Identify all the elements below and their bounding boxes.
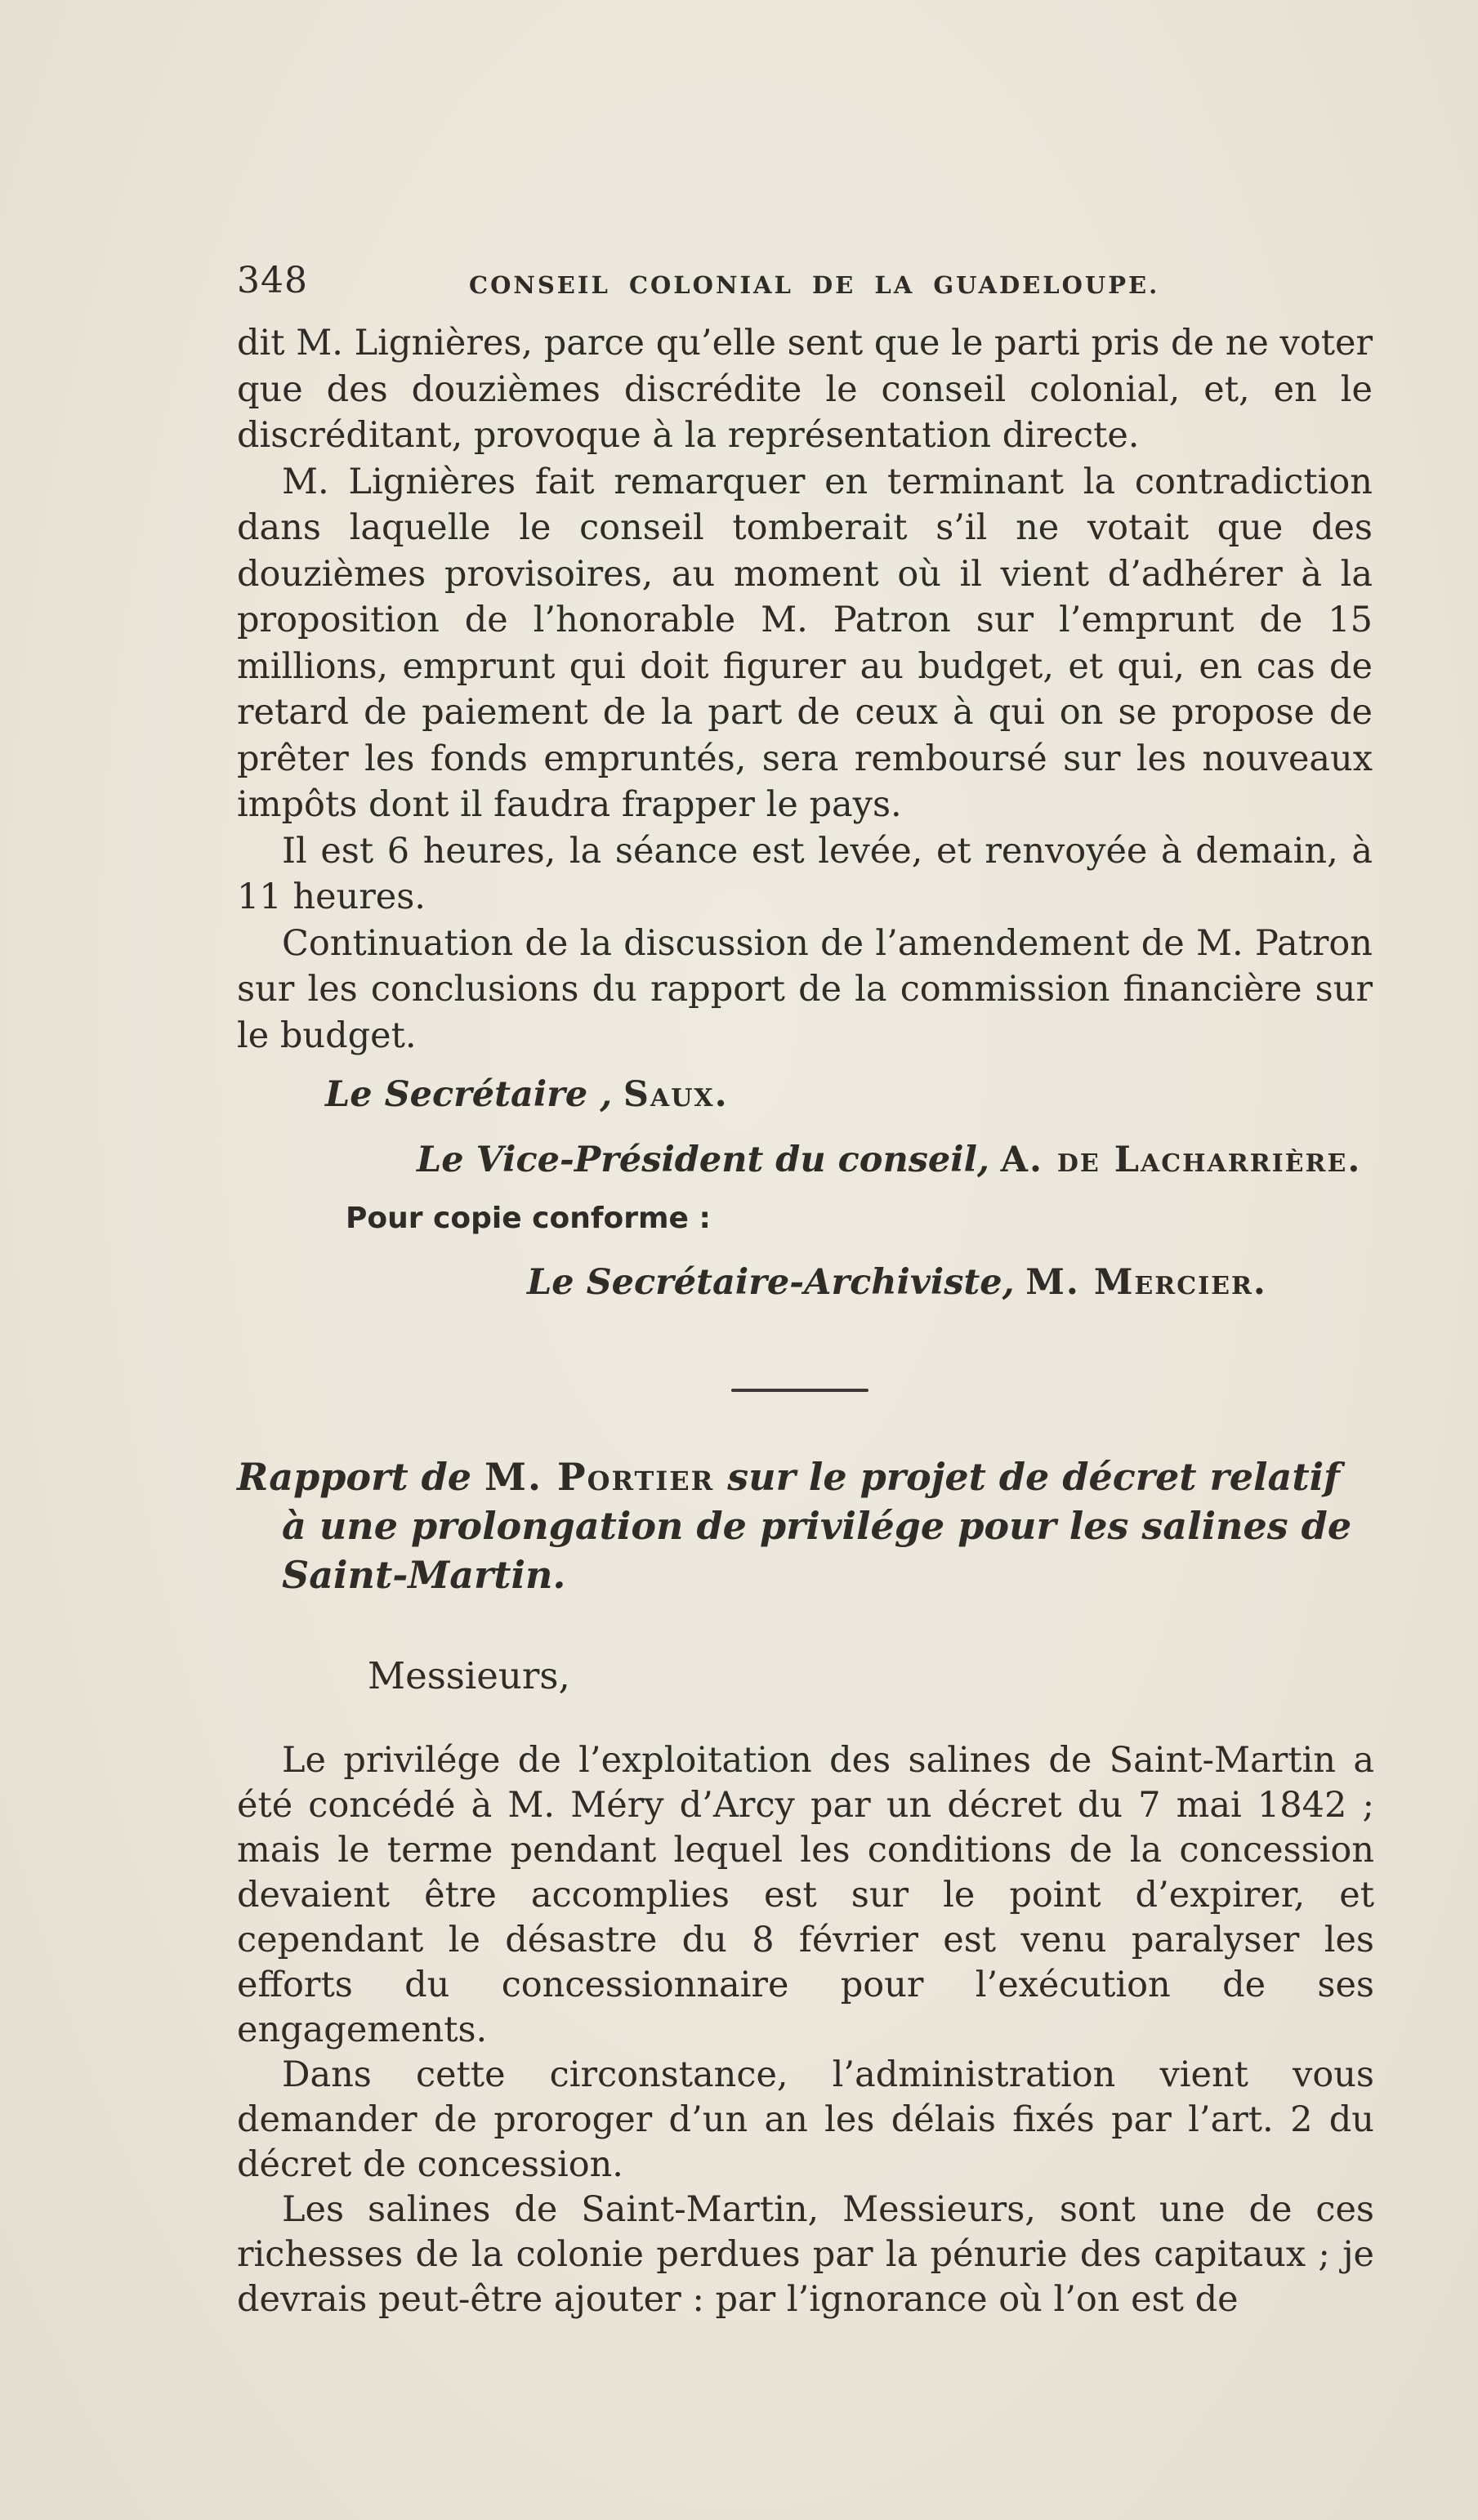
- paragraph: Les salines de Saint-Martin, Messieurs, sont une de ces richesses de la colonie perdues par la pénurie des capitaux ; je devrais peut-être ajouter : par l’ignorance où l’on est de: [237, 2189, 1374, 2320]
- report-subject-line-1: sur le projet de décret relatif: [727, 1455, 1340, 1499]
- copy-note: Pour copie conforme :: [346, 1202, 711, 1235]
- secretary-signature: [237, 1072, 1373, 1117]
- paragraph: Dans cette circonstance, l’administration vient vous demander de proroger d’un an les délais fixés par l’art. 2 du décret de concession.: [237, 2054, 1374, 2185]
- paragraph: Il est 6 heures, la séance est levée, et renvoyée à demain, à 11 heures.: [237, 830, 1373, 917]
- salutation: Messieurs,: [368, 1654, 570, 1697]
- vice-president-name: A. de Lacharrière.: [1000, 1140, 1362, 1180]
- report-heading: [237, 1452, 1381, 1599]
- vice-president-title: Le Vice-Président du conseil,: [417, 1140, 989, 1180]
- vice-president-signature: [237, 1137, 1373, 1183]
- report-body: [237, 1738, 1374, 2322]
- report-author: M. Portier: [484, 1455, 715, 1499]
- page-number: 348: [237, 260, 308, 301]
- paragraph: Le privilége de l’exploitation des salines de Saint-Martin a été concédé à M. Méry d’Arcy par un décret du 7 mai 1842 ; mais le terme pendant lequel les conditions de la concession devaient être accomplies est sur le point d’expirer, et cependant le désastre du 8 février est venu paralyser les efforts du concessionnaire pour l’exécution de ses engagements.: [237, 1740, 1374, 2050]
- secretary-title: Le Secrétaire ,: [325, 1074, 613, 1115]
- secretary-name: Saux.: [623, 1074, 729, 1115]
- section-divider: [731, 1389, 868, 1392]
- archivist-title: Le Secrétaire-Archiviste,: [527, 1262, 1015, 1303]
- paragraph: M. Lignières fait remarquer en terminant la contradiction dans laquelle le conseil tomberait s’il ne votait que des douzièmes provisoires, au moment où il vient d’adhérer à la proposition de l’honorable M. Patron sur l’emprunt de 15 millions, emprunt qui doit figurer au budget, et qui, en cas de retard de paiement de la part de ceux à qui on se propose de prêter les fonds empruntés, sera remboursé sur les nouveaux impôts dont il faudra frapper le pays.: [237, 461, 1373, 825]
- archivist-signature: [237, 1260, 1373, 1305]
- running-title: CONSEIL COLONIAL DE LA GUADELOUPE.: [469, 271, 1160, 299]
- report-heading-prefix: Rapport de: [237, 1455, 472, 1499]
- paragraph: Continuation de la discussion de l’amendement de M. Patron sur les conclusions du rapport de la commission financière sur le budget.: [237, 922, 1373, 1056]
- session-minutes: [237, 320, 1373, 1305]
- paragraph: dit M. Lignières, parce qu’elle sent que le parti pris de ne voter que des douzièmes discrédite le conseil colonial, et, en le discréditant, provoque à la représentation directe.: [237, 323, 1373, 456]
- running-head: [237, 260, 1364, 309]
- archivist-name: M. Mercier.: [1025, 1262, 1267, 1303]
- report-subject-line-2: à une prolongation de privilége pour les salines de Saint-Martin.: [282, 1504, 1352, 1597]
